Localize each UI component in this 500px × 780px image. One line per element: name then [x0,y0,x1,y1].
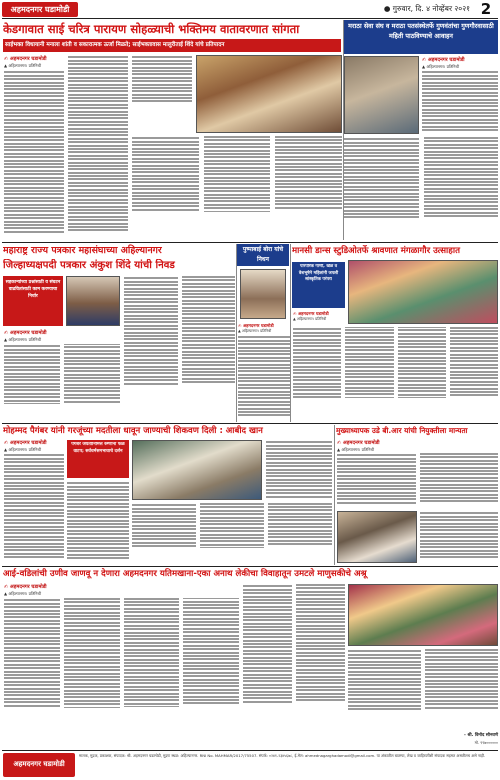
story3-photo [348,260,498,324]
column-rule [334,425,335,565]
lead-body-col-3 [132,55,192,105]
story3-callout: पारंपरिक गाणी, खेळ व वेशभूषेने महिलांनी जपली सांस्कृतिक परंपरा [298,264,339,282]
right-top-headline: मराठा सेवा संघ व मराठा पतसंस्थेतर्फे गुणवंतांचा गुणगौरवासाठी महिती पाठविण्याचे आवाहन [348,22,494,40]
column-rule [343,20,344,240]
paper-name: अहमदनगर घडामोडी [10,5,70,14]
story4-body-c [132,503,332,563]
right-top-photo [344,56,419,134]
story6-photo [348,584,498,646]
masthead-divider [2,18,498,19]
story3-headline: मानसी डान्स स्टुडिओतर्फे श्रावणात मंगळागौर उत्साहात [292,246,460,256]
right-top-byline: ✍ अहमदनगर घडामोडी [422,57,465,63]
lead-photo [196,55,342,133]
story6-body-b [243,584,345,748]
masthead [0,0,500,20]
divider-1 [2,242,498,243]
story4-body-a [4,453,64,563]
story5-body-a [337,453,498,508]
story6-signoff: - श्री. विनोद सोनवणे [464,733,498,738]
story4-headline: मोहम्मद पैगंबर यांनी गरजूंच्या मदतीला धावून जाण्याची शिकवण दिली : आबीद खान [3,426,263,436]
masthead-dateline: ● गुरुवार, दि. ४ नोव्हेंबर २०२१ [383,4,470,13]
lead-subhead: साईभक्त विधायानी मनाला शांती व सकारात्मक ऊर्जा मिळते; साईभक्तावास मालुरीताई शिंदे यांचे प्रतिपादन [5,42,225,48]
column-rule [290,244,291,422]
story5-body-b [420,511,498,563]
lead-headline: केडगावात साई चरित्र पारायण सोहळ्याची भक्तिमय वातावरणात सांगता [3,22,300,36]
divider-2 [2,423,498,424]
obituary-dateline: ▲ अहिल्यानगर। प्रतिनिधी [238,329,272,333]
story4-byline: ✍ अहमदनगर घडामोडी [4,440,47,446]
story5-dateline: ▲ अहिल्यानगर। प्रतिनिधी [337,447,374,452]
story2-sidebar-text: सहकाऱ्यांच्या प्रश्नांसाठी व संघटन वाढवितांसाठी काम करण्याचा निर्धार [5,280,61,299]
page-number: 2 [480,0,492,18]
column-rule [236,244,237,422]
story2-byline: ✍ अहमदनगर घडामोडी [4,330,47,336]
story2-headline-line1: महाराष्ट्र राज्य पत्रकार महासंघाच्या अहिल्यानगर [3,245,162,256]
story6-body-c [348,649,498,733]
story2-portrait [66,276,120,326]
story5-photo [337,511,417,563]
story2-dateline: ▲ अहिल्यानगर। प्रतिनिधी [4,337,41,342]
lead-body-col-2 [68,55,128,240]
obituary-byline: ✍ अहमदनगर घडामोडी [238,323,274,328]
story3-byline: ✍ अहमदनगर घडामोडी [293,311,329,316]
story3-dateline: ▲ अहिल्यानगर। प्रतिनिधी [293,317,327,321]
story2-body-a [4,344,120,420]
story6-headline: आई-वडिलांची उणीव जाणवू न देणारा अहमदनगर यतिमखाना-एका अनाथ लेकीचा विवाहातून उमटले माणुसकीचे अश्रू [3,569,367,579]
divider-3 [2,566,498,567]
story6-byline: ✍ अहमदनगर घडामोडी [4,584,47,590]
footer-imprint: मालक, मुद्रक, प्रकाशक, संपादक: श्री. अहमदनगर घडामोडी, मुद्रण स्थळ: अहिल्यानगर. RNI No. MAHMAR/2017/75507. संपर्क: ०२४१-२३४५६७८, ई-मेल: ahmednagarghadamodi@gmail.com. या अंकातील बातम्या, लेख व जाहिरातींशी संपादक सहमत असतीलच असे नाही. [79,753,486,758]
footer-paper-name: अहमदनगर घडामोडी [13,760,65,768]
lead-body-col-4 [132,136,342,240]
story4-dateline: ▲ अहिल्यानगर। प्रतिनिधी [4,447,41,452]
lead-body-col-1 [4,70,64,240]
story4-photo [132,440,262,500]
right-top-body-a [422,70,498,134]
story5-headline: मुख्याध्यापक उडे बी.आर यांची नियुक्तीला मान्यता [336,426,468,435]
story5-byline: ✍ अहमदनगर घडामोडी [337,440,380,446]
story6-dateline: ▲ अहिल्यानगर। प्रतिनिधी [4,591,41,596]
right-top-body-b [344,137,498,240]
story2-headline-line2: जिल्हाध्यक्षपदी पत्रकार अंकुश शिंदे यांची निवड [3,260,175,271]
obituary-title: पुष्पाबाई बोरा यांचे निधन [242,246,284,263]
story6-body-a [4,598,239,748]
footer-divider [2,750,498,751]
obituary-body [238,335,290,420]
story4-body-d [266,440,332,500]
lead-byline: ✍ अहमदनगर घडामोडी [4,56,47,62]
obituary-portrait [240,269,286,319]
lead-dateline: ▲ अहिल्यानगर। प्रतिनिधी [4,63,41,68]
story2-body-b [124,276,235,420]
story6-signoff-sub: मो. ९९७०००००० [474,740,498,745]
story4-body-b [67,481,129,563]
right-top-dateline: ▲ अहिल्यानगर। प्रतिनिधी [422,64,459,69]
story3-body [293,327,498,420]
story4-callout: पैगंबर जयंतीनिमित्त रुग्णांना फळ वाटप; सर्वधर्मसमभावाचे दर्शन [71,442,125,454]
